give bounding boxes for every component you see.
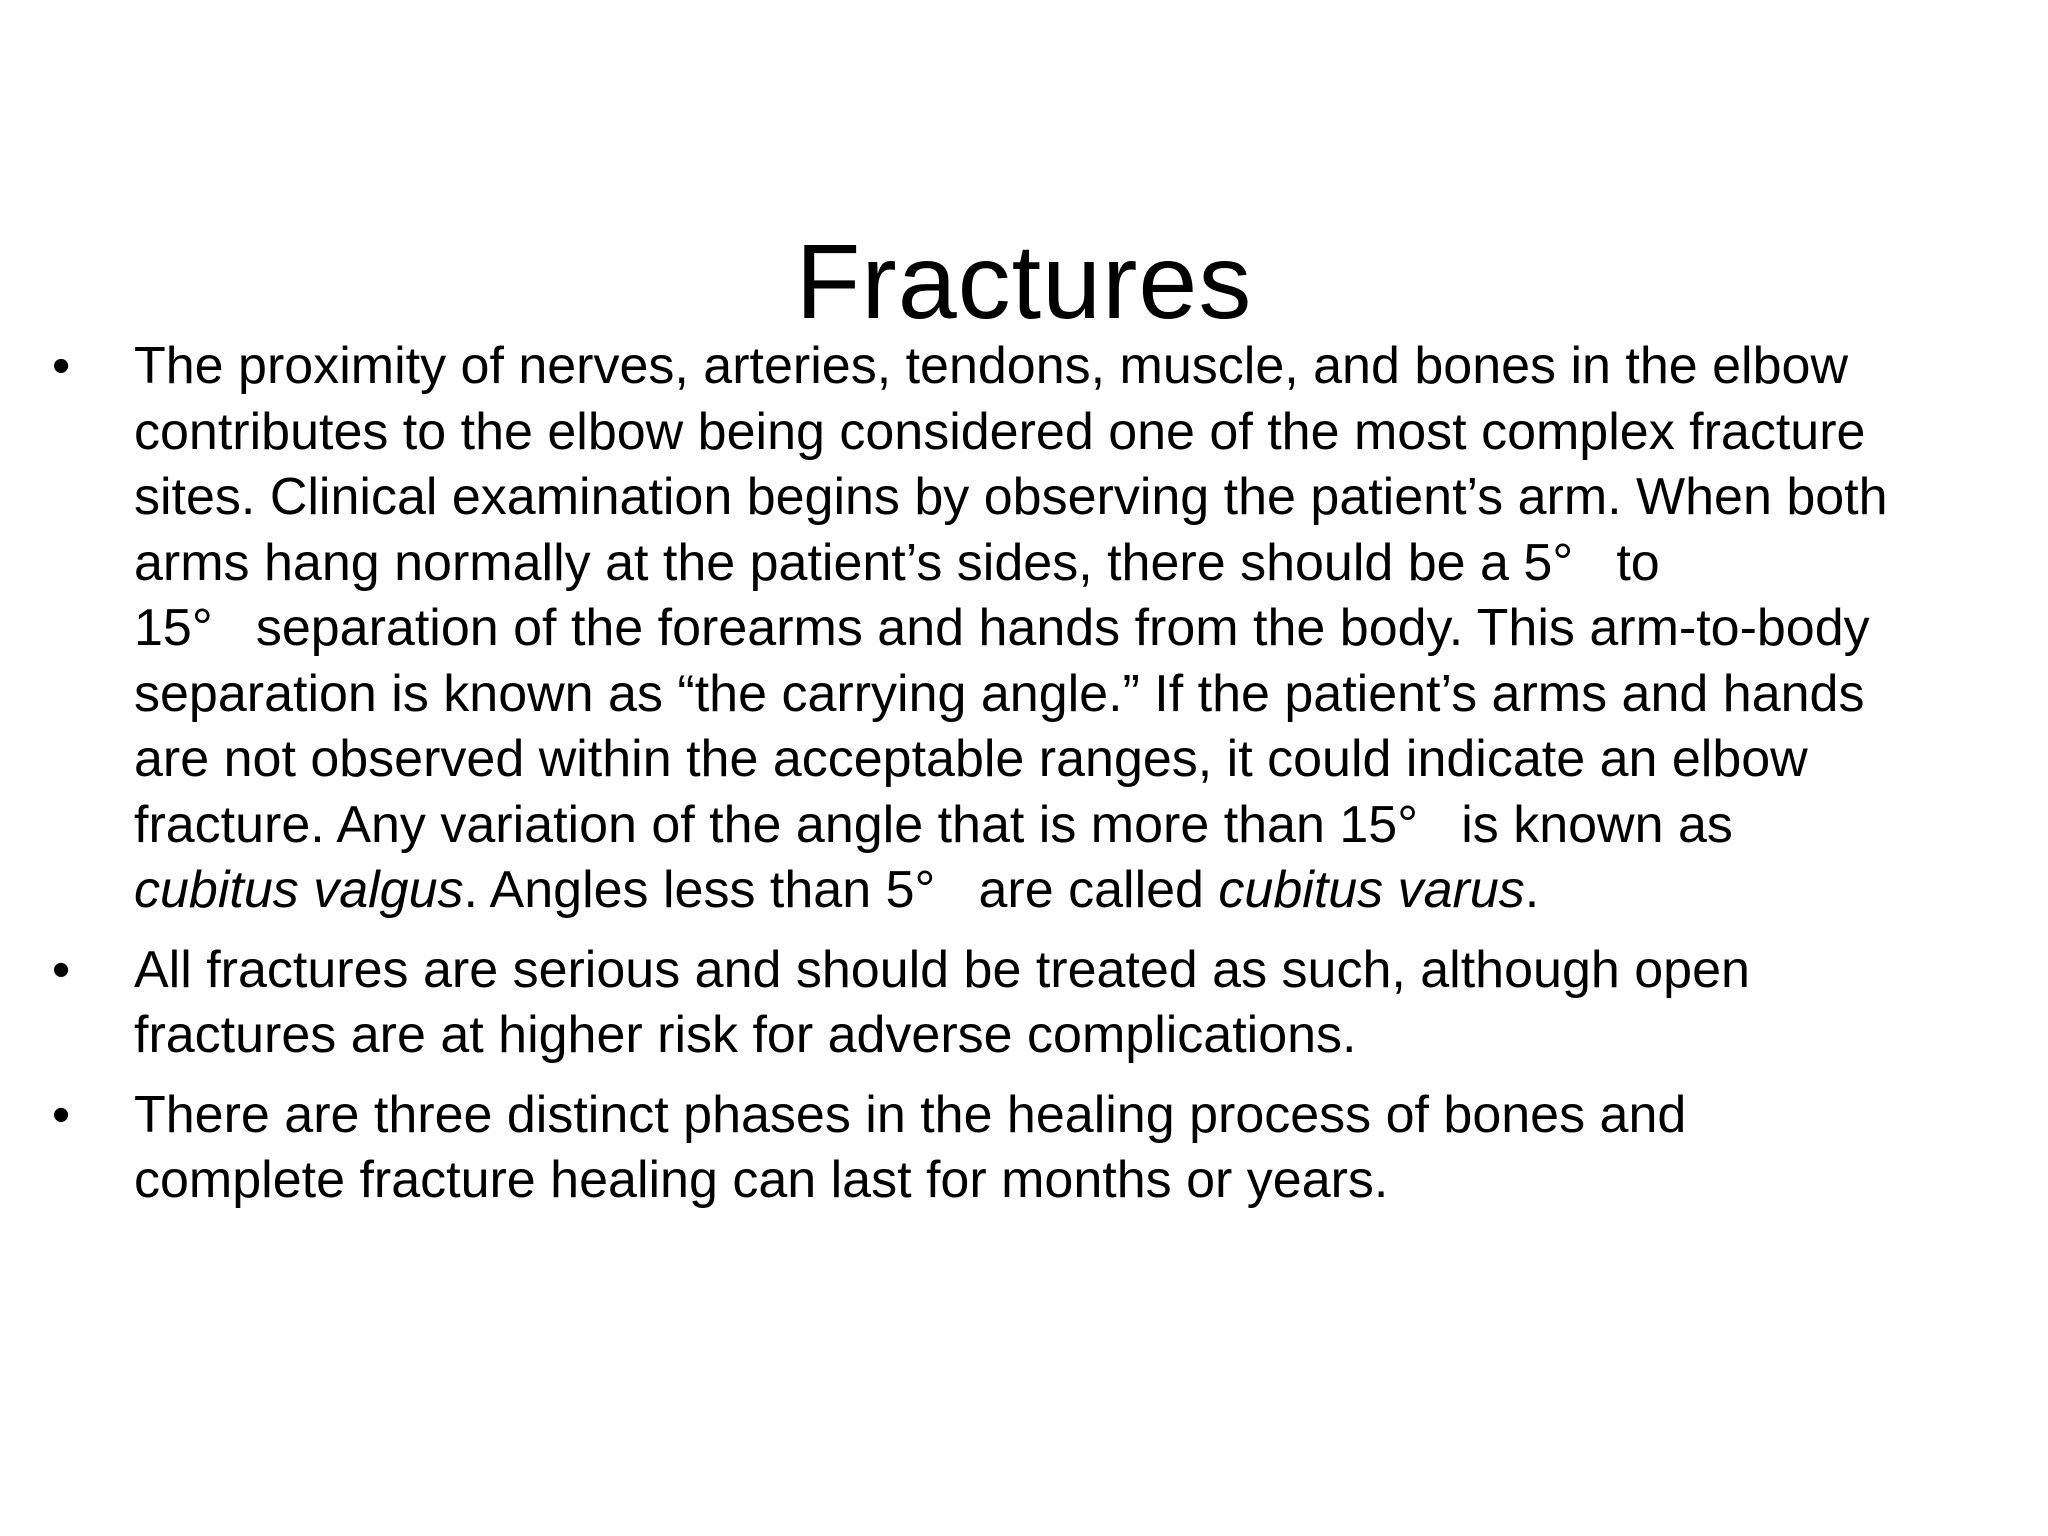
term-cubitus-varus: cubitus varus bbox=[1218, 861, 1525, 919]
text-segment: is known as bbox=[1461, 795, 1733, 854]
text-line: separation is known as “the carrying angle.” If the patient’s arms and hands bbox=[134, 664, 1865, 723]
degree-symbol: ° bbox=[914, 861, 936, 919]
bullet-dot-icon: • bbox=[52, 1085, 71, 1144]
bullet-text bbox=[134, 334, 2012, 924]
text-segment: . bbox=[1524, 861, 1540, 919]
bullet-item-carrying-angle bbox=[52, 334, 2012, 924]
degree-symbol: ° bbox=[1397, 795, 1418, 854]
text-line: contributes to the elbow being considered one of the most complex fracture bbox=[134, 402, 1866, 461]
bullet-dot-icon: • bbox=[52, 940, 71, 999]
bullet-item-healing-phases bbox=[52, 1083, 2012, 1214]
text-segment: are called bbox=[978, 861, 1219, 919]
term-cubitus-valgus: cubitus valgus bbox=[134, 861, 464, 919]
bullet-text bbox=[134, 1083, 2012, 1214]
degree-symbol: ° bbox=[1552, 533, 1574, 592]
bullet-list bbox=[52, 334, 2012, 1228]
slide-title: Fractures bbox=[795, 223, 1253, 341]
text-line: There are three distinct phases in the healing process of bones and bbox=[134, 1085, 1687, 1144]
bullet-text bbox=[134, 938, 2012, 1069]
bullet-dot-icon: • bbox=[52, 337, 71, 395]
text-line: The proximity of nerves, arteries, tendons, muscle, and bones in the elbow bbox=[134, 337, 1848, 395]
text-line: complete fracture healing can last for months or years. bbox=[134, 1151, 1389, 1209]
text-segment: separation of the forearms and hands from the body. This arm-to-body bbox=[255, 599, 1870, 657]
text-line: sites. Clinical examination begins by observing the patient’s arm. When both bbox=[134, 468, 1888, 526]
text-line bbox=[134, 596, 2012, 662]
bullet-item-serious-fractures bbox=[52, 938, 2012, 1069]
text-line bbox=[134, 793, 2012, 859]
degree-symbol: ° bbox=[191, 599, 213, 657]
text-line bbox=[134, 531, 2012, 597]
text-segment: 15 bbox=[134, 599, 192, 657]
text-segment: fracture. Any variation of the angle that is more than 15 bbox=[134, 795, 1398, 854]
text-segment: arms hang normally at the patient’s sides, there should be a 5 bbox=[134, 533, 1553, 592]
text-segment: to bbox=[1616, 533, 1660, 592]
text-line: All fractures are serious and should be treated as such, although open bbox=[134, 940, 1750, 999]
text-line: fractures are at higher risk for adverse complications. bbox=[134, 1006, 1357, 1064]
text-line bbox=[134, 858, 2012, 924]
text-line: are not observed within the acceptable ranges, it could indicate an elbow bbox=[134, 730, 1808, 788]
text-segment: . Angles less than 5 bbox=[463, 861, 915, 919]
